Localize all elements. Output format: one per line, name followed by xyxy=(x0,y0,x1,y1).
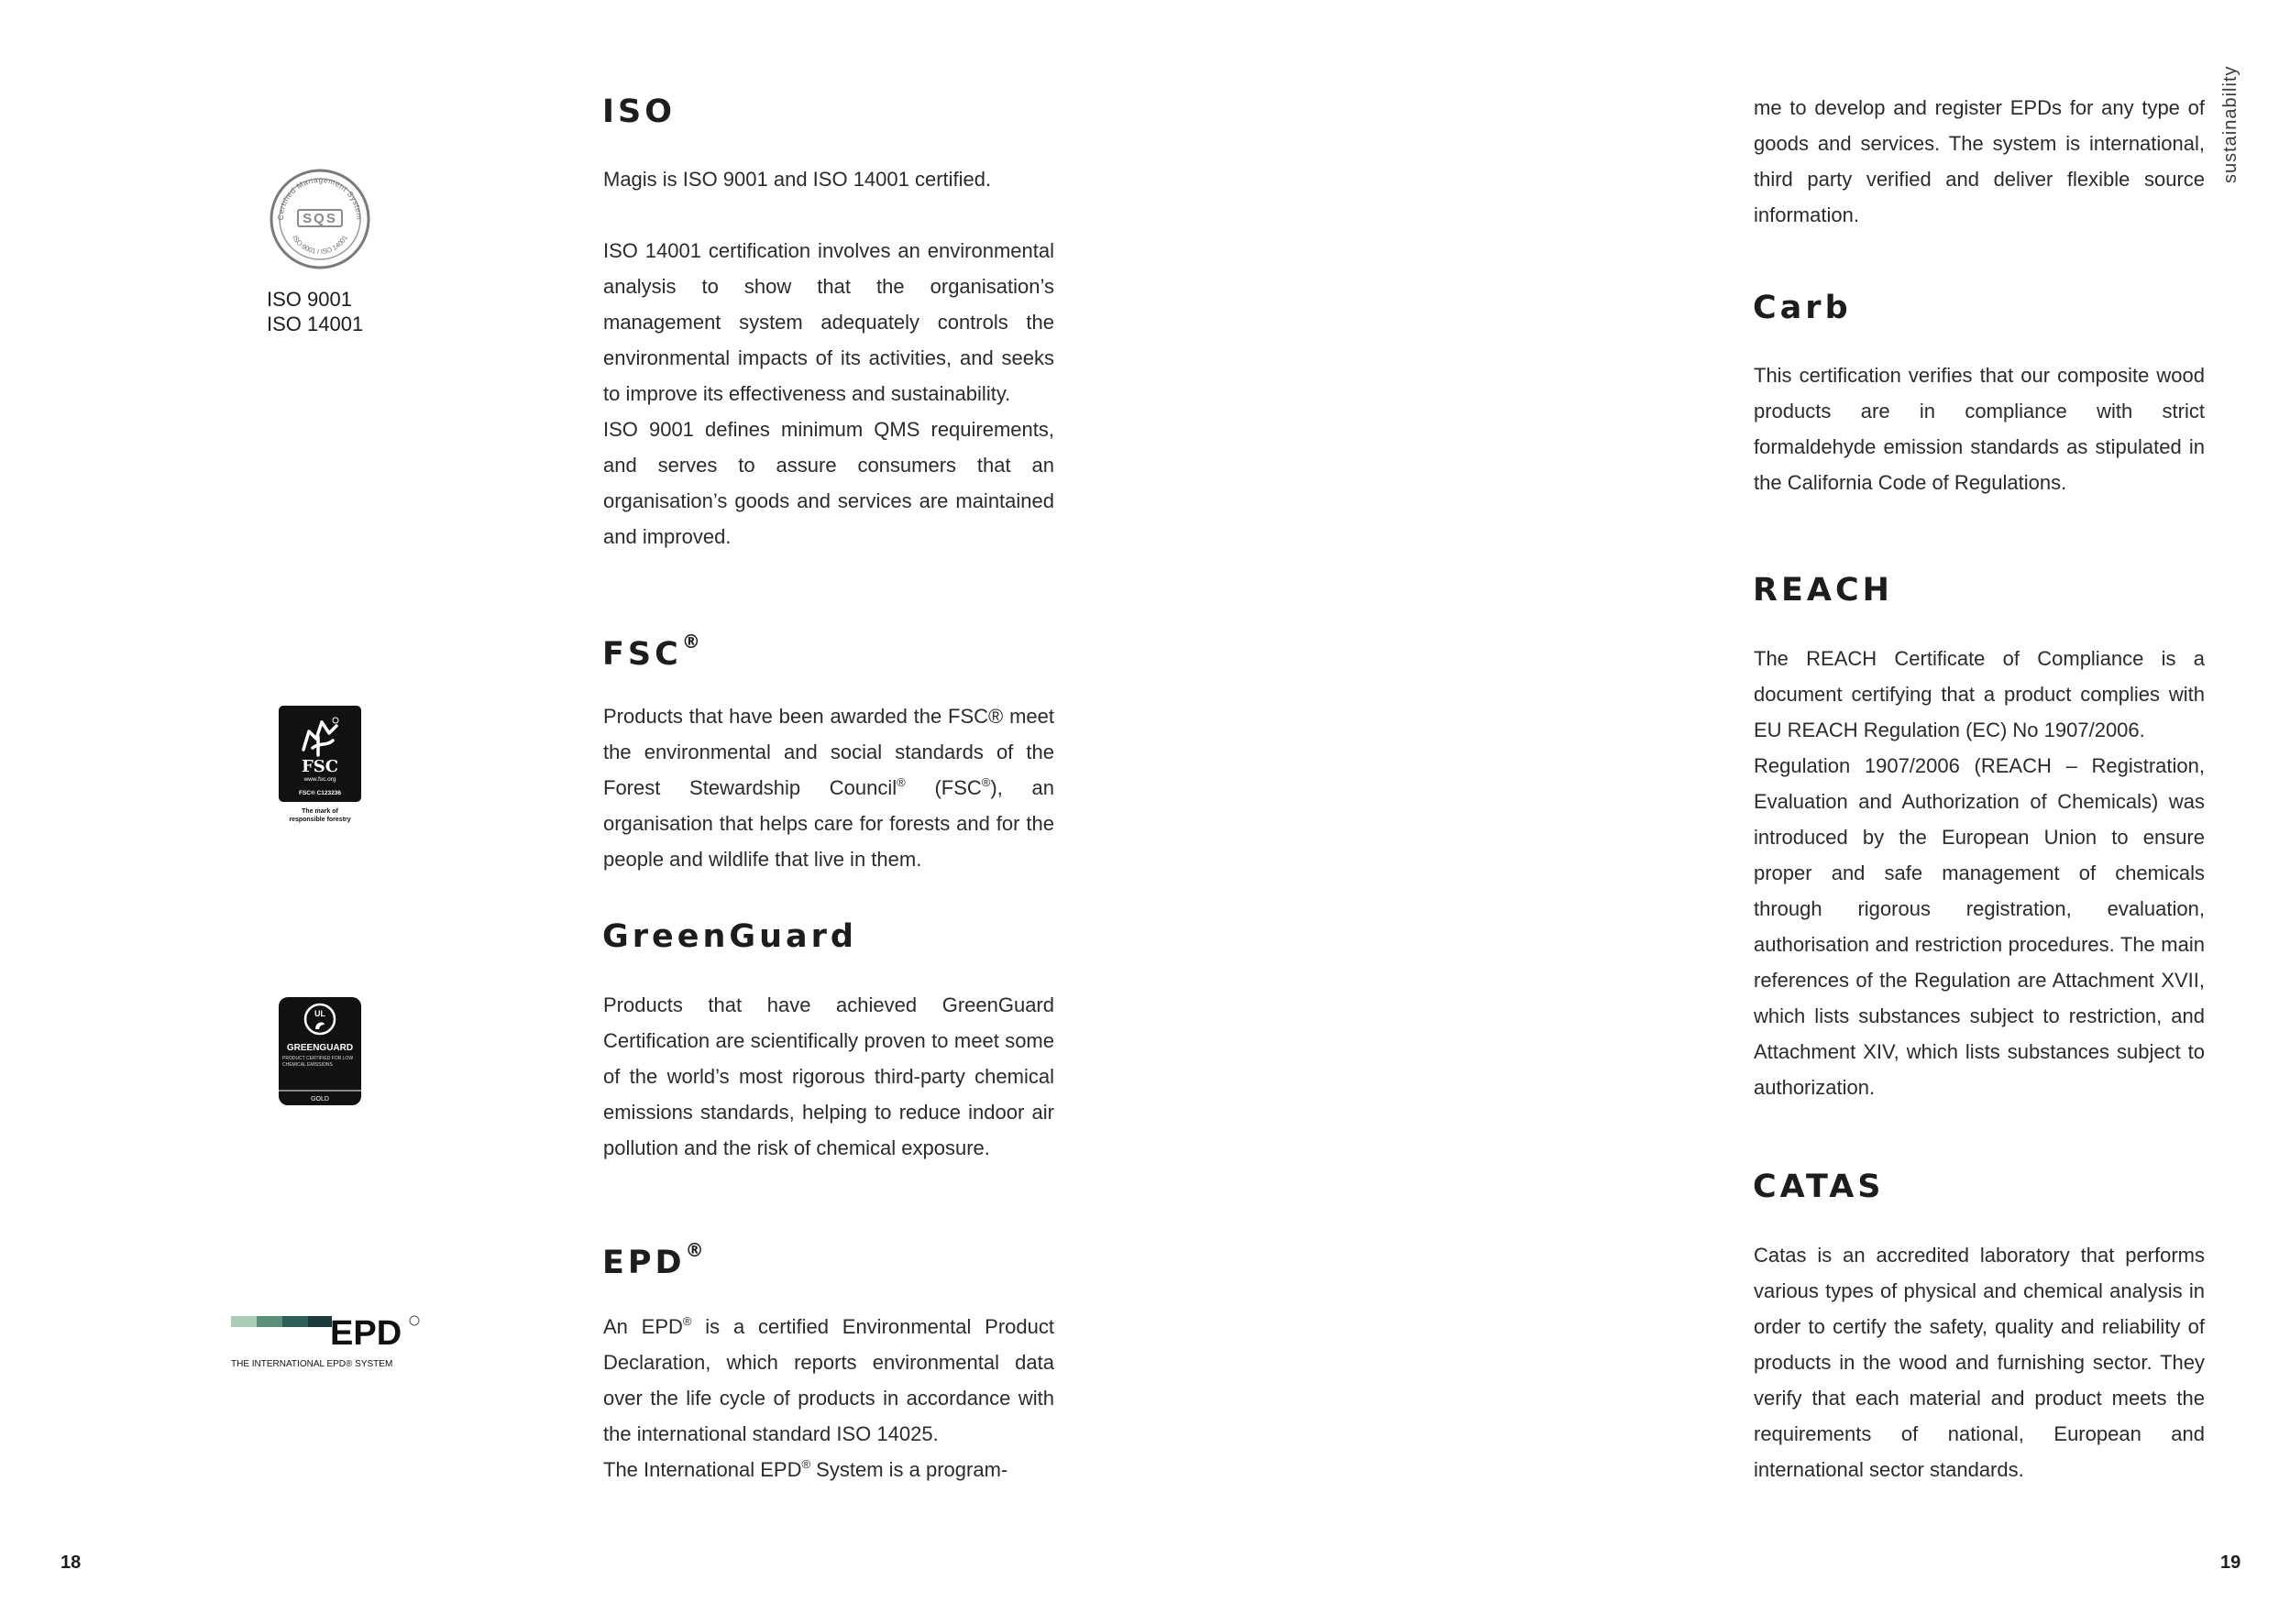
fsc-logo-web: www.fsc.org xyxy=(303,776,336,783)
greenguard-logo-gold: GOLD xyxy=(311,1096,329,1103)
iso-seal-mid-text: SQS xyxy=(303,211,337,226)
iso-paragraph-3: ISO 9001 defines minimum QMS requirements, and serves to assure consumers that an organisation’s goods and services are maintained and improved. xyxy=(603,418,1054,548)
section-side-label: sustainability xyxy=(2220,65,2240,183)
catas-paragraph-1: Catas is an accredited laboratory that performs various types of physical and chemical analysis in order to certify the safety, quality and reliability of products in the wood and furnishing sector. They verify that each material and product meets the requirements of national, European and international sector standards. xyxy=(1754,1244,2205,1481)
iso-paragraph-2: ISO 14001 certification involves an environmental analysis to show that the organisation’s management system adequately controls the environmental impacts of its activities, and seeks to improve its effectiveness and sustainability. xyxy=(603,239,1054,405)
epd-logo-name: EPD xyxy=(330,1314,402,1353)
fsc-logo-name: FSC xyxy=(301,757,339,776)
reach-paragraph-2: Regulation 1907/2006 (REACH – Registration, Evaluation and Authorization of Chemicals) was introduced by the European Union to ensure proper and safe management of chemicals through rigorous registration, evaluation, authorisation and restriction procedures. The main references of the Regulation are Attachment XVII, which lists substances subject to restriction, and Attachment XIV, which lists substances subject to authorization. xyxy=(1754,754,2205,1099)
reach-paragraph-1: The REACH Certificate of Compliance is a document certifying that a product complies with EU REACH Regulation (EC) No 1907/2006. xyxy=(1754,647,2205,741)
page-number-right: 19 xyxy=(2220,1553,2241,1573)
section-title-catas: CATAS xyxy=(1753,1169,1885,1205)
section-title-fsc: FSC® xyxy=(602,631,700,673)
fsc-logo-code: FSC® C123236 xyxy=(299,790,341,796)
greenguard-ul-mark: UL xyxy=(314,1009,325,1018)
page-number-left: 18 xyxy=(61,1553,82,1573)
iso-certification-seal xyxy=(269,168,371,270)
iso-caption-9001: ISO 9001 xyxy=(267,288,352,311)
epd-paragraph-3: me to develop and register EPDs for any type of goods and services. The system is international, third party verified and deliver flexible source information. xyxy=(1754,96,2205,226)
svg-text:ISO 9001 / ISO 14001 xyxy=(291,234,349,256)
epd-title-registered-mark: ® xyxy=(685,1239,704,1261)
greenguard-logo xyxy=(277,997,363,1107)
fsc-logo-tagline-2: responsible forestry xyxy=(289,817,351,823)
greenguard-logo-name: GREENGUARD xyxy=(286,1043,354,1053)
section-title-epd: EPD® xyxy=(602,1239,704,1281)
epd-logo-bar-2 xyxy=(257,1316,282,1327)
epd-paragraph-1: An EPD® is a certified Environmental Product Declaration, which reports environmental data over the life cycle of products in accordance with the international standard ISO 14025. xyxy=(603,1314,1054,1445)
fsc-title-registered-mark: ® xyxy=(681,631,700,653)
section-title-greenguard: GreenGuard xyxy=(602,918,857,955)
epd-logo-bar-1 xyxy=(231,1316,257,1327)
epd-logo-subtitle: THE INTERNATIONAL EPD® SYSTEM xyxy=(231,1359,393,1369)
fsc-logo xyxy=(272,706,368,828)
epd-paragraph-2: The International EPD® System is a program- xyxy=(603,1457,1008,1481)
iso-paragraph-1: Magis is ISO 9001 and ISO 14001 certified. xyxy=(603,168,992,191)
section-title-carb: Carb xyxy=(1753,290,1852,326)
iso-logo-caption xyxy=(267,287,363,336)
epd-logo-bar-4 xyxy=(308,1316,332,1327)
greenguard-paragraph-1: Products that have achieved GreenGuard Certification are scientifically proven to meet some of the world’s most rigorous third-party chemical emissions standards, helping to reduce indoor air pollution and the risk of chemical exposure. xyxy=(603,993,1054,1159)
section-title-reach: REACH xyxy=(1753,572,1893,609)
iso-caption-14001: ISO 14001 xyxy=(267,313,364,335)
fsc-paragraph-1: Products that have been awarded the FSC® meet the environmental and social standards of the Forest Stewardship Council® (FSC®), an organisation that helps care for forests and for the people and wildlife that live in them. xyxy=(603,705,1054,871)
section-title-iso: ISO xyxy=(602,93,676,130)
epd-logo xyxy=(231,1309,424,1371)
epd-logo-bar-3 xyxy=(282,1316,308,1327)
greenguard-logo-small-text: PRODUCT CERTIFIED FOR LOW CHEMICAL EMISSIONS xyxy=(282,1056,354,1068)
iso-seal-top-text: Certified Management System xyxy=(275,174,365,221)
fsc-logo-tagline-1: The mark of xyxy=(302,808,338,815)
carb-paragraph-1: This certification verifies that our composite wood products are in compliance with strict formaldehyde emission standards as stipulated in the California Code of Regulations. xyxy=(1754,364,2205,494)
iso-seal-bottom-text: ISO 9001 / ISO 14001 xyxy=(291,234,349,256)
